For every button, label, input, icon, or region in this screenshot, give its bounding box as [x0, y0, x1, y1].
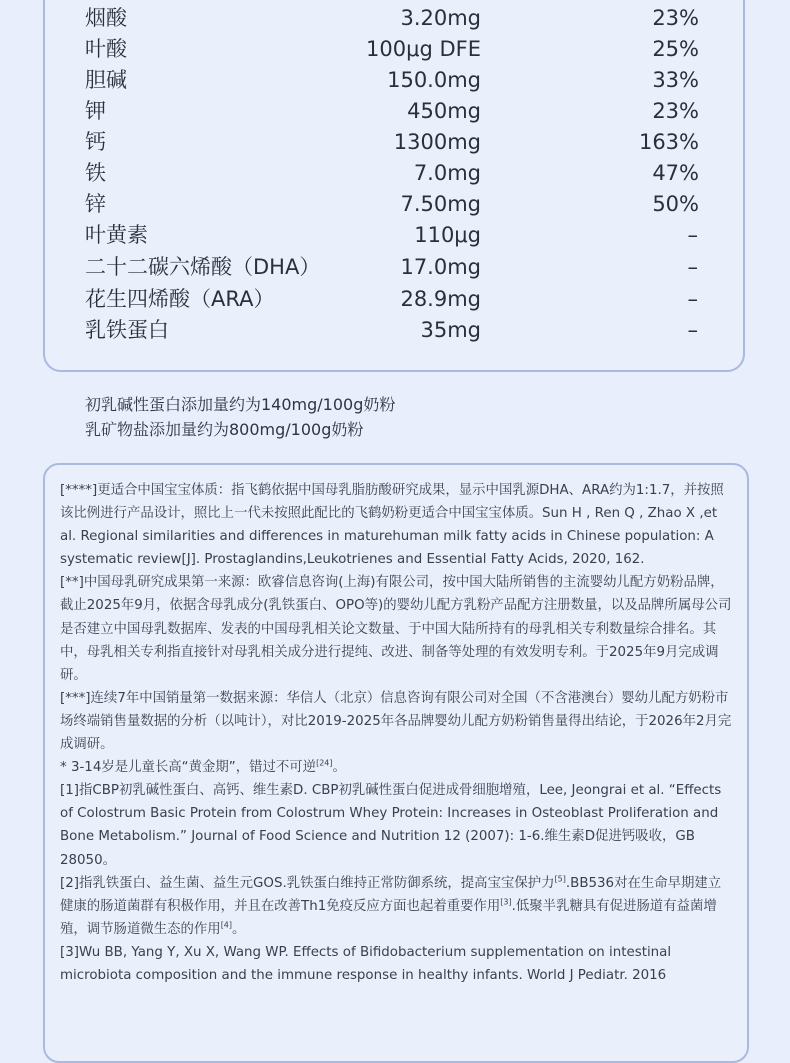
nutrient-name: 叶酸	[85, 37, 127, 61]
nutrient-amount: 150.0mg	[387, 68, 481, 92]
nutrient-name: 烟酸	[85, 6, 127, 30]
milk-mineral-note: 乳矿物盐添加量约为800mg/100g奶粉	[85, 420, 364, 439]
nutrient-row	[0, 127, 790, 158]
nutrient-amount: 7.0mg	[413, 161, 481, 185]
nutrient-row	[0, 3, 790, 34]
nutrient-name: 钙	[85, 130, 106, 154]
nutrient-nrv: –	[687, 287, 698, 311]
additive-notes	[85, 392, 395, 442]
nutrient-name: 乳铁蛋白	[85, 318, 169, 342]
nutrient-name: 胆碱	[85, 68, 127, 92]
reference-text: .BB536对在生命早期建立健康的肠道菌群有积极作用，并且在改善Th1免疫反应方面也起着重要作用	[60, 875, 722, 914]
reference-item	[60, 872, 732, 941]
nutrient-nrv: –	[687, 223, 698, 247]
nutrient-nrv: 47%	[652, 161, 699, 185]
nutrient-nrv: –	[687, 255, 698, 279]
nutrient-row	[0, 220, 790, 251]
nutrient-nrv: 23%	[652, 99, 699, 123]
nutrient-row	[0, 96, 790, 127]
nutrient-row	[0, 189, 790, 220]
reference-text: .低聚半乳糖具有促进肠道有益菌增殖，调节肠道微生态的作用	[60, 898, 717, 937]
reference-text: 。	[232, 921, 246, 937]
nutrient-nrv: 163%	[638, 130, 699, 154]
references	[60, 479, 732, 987]
nutrient-row	[0, 315, 790, 346]
nutrient-name: 叶黄素	[85, 223, 148, 247]
reference-text: 。	[332, 760, 346, 776]
nutrient-name: 铁	[85, 161, 106, 185]
reference-item: [***]连续7年中国销量第一数据来源：华信人（北京）信息咨询有限公司对全国（不含港澳台）婴幼儿配方奶粉市场终端销售量数据的分析（以吨计），对比2019-2025年各品牌婴幼儿配方奶粉销售量得出结论，于2026年2月完成调研。	[60, 690, 732, 753]
nutrient-amount: 110μg	[414, 223, 481, 247]
nutrient-row	[0, 284, 790, 315]
reference-text: * 3-14岁是儿童长高“黄金期”，错过不可逆	[60, 760, 317, 776]
reference-item: [****]更适合中国宝宝体质：指飞鹤依据中国母乳脂肪酸研究成果，显示中国乳源DHA、ARA约为1:1.7，并按照该比例进行产品设计，照比上一代未按照此配比的飞鹤奶粉更适合中国宝宝体质。Sun H , Ren Q , Zhao X ,et al. Regional similarities and differences in maturehuman milk fatty acids in Chinese population: A systematic review[J]. Prostaglandins,Leukotrienes and Essential Fatty Acids, 2020, 162.	[60, 483, 724, 568]
reference-text: [2]指乳铁蛋白、益生菌、益生元GOS.乳铁蛋白维持正常防御系统，提高宝宝保护力	[60, 875, 555, 891]
nutrient-row	[0, 158, 790, 189]
nutrient-name: 花生四烯酸（ARA）	[85, 287, 275, 311]
nutrient-row	[0, 252, 790, 283]
nutrient-amount: 17.0mg	[400, 255, 481, 279]
nutrient-nrv: 25%	[652, 37, 699, 61]
nutrient-amount: 35mg	[420, 318, 481, 342]
reference-item	[60, 756, 732, 779]
nutrient-amount: 3.20mg	[400, 6, 481, 30]
nutrient-name: 钾	[85, 99, 106, 123]
nutrient-nrv: 33%	[652, 68, 699, 92]
citation-mark: [4]	[220, 920, 233, 930]
nutrient-name: 二十二碳六烯酸（DHA）	[85, 255, 321, 279]
nutrient-name: 锌	[85, 192, 106, 216]
reference-item: [3]Wu BB, Yang Y, Xu X, Wang WP. Effects of Bifidobacterium supplementation on intestinal microbiota composition and the immune response in healthy infants. World J Pediatr. 2016	[60, 944, 672, 983]
nutrient-amount: 100μg DFE	[366, 37, 481, 61]
reference-item: [1]指CBP初乳碱性蛋白、高钙、维生素D. CBP初乳碱性蛋白促进成骨细胞增殖，Lee, Jeongrai et al. “Effects of Colostrum Basic Protein from Colostrum Whey Protein: Increases in Osteoblast Proliferation and Bone Metabolism.” Journal of Food Science and Nutrition 12 (2007): 1-6.维生素D促进钙吸收，GB 28050。	[60, 783, 722, 868]
citation-mark: [5]	[554, 874, 566, 884]
nutrient-amount: 1300mg	[393, 130, 481, 154]
nutrient-nrv: –	[687, 318, 698, 342]
nutrient-amount: 450mg	[407, 99, 481, 123]
nutrient-row	[0, 65, 790, 96]
nutrient-row	[0, 34, 790, 65]
nutrient-nrv: 23%	[652, 6, 699, 30]
colostrum-note: 初乳碱性蛋白添加量约为140mg/100g奶粉	[85, 395, 396, 414]
nutrient-amount: 7.50mg	[400, 192, 481, 216]
reference-item: [**]中国母乳研究成果第一来源：欧睿信息咨询(上海)有限公司，按中国大陆所销售的主流婴幼儿配方奶粉品牌，截止2025年9月，依据含母乳成分(乳铁蛋白、OPO等)的婴幼儿配方乳粉产品配方注册数量，以及品牌所属母公司是否建立中国母乳数据库、发表的中国母乳相关论文数量、于中国大陆所持有的母乳相关专利数量综合排名。其中，母乳相关专利指直接针对母乳相关成分进行提纯、改进、制备等处理的有效发明专利。于2025年9月完成调研。	[60, 575, 732, 683]
citation-mark: [24]	[316, 758, 333, 768]
citation-mark: [3]	[500, 897, 512, 907]
nutrient-nrv: 50%	[652, 192, 699, 216]
nutrient-amount: 28.9mg	[400, 287, 481, 311]
